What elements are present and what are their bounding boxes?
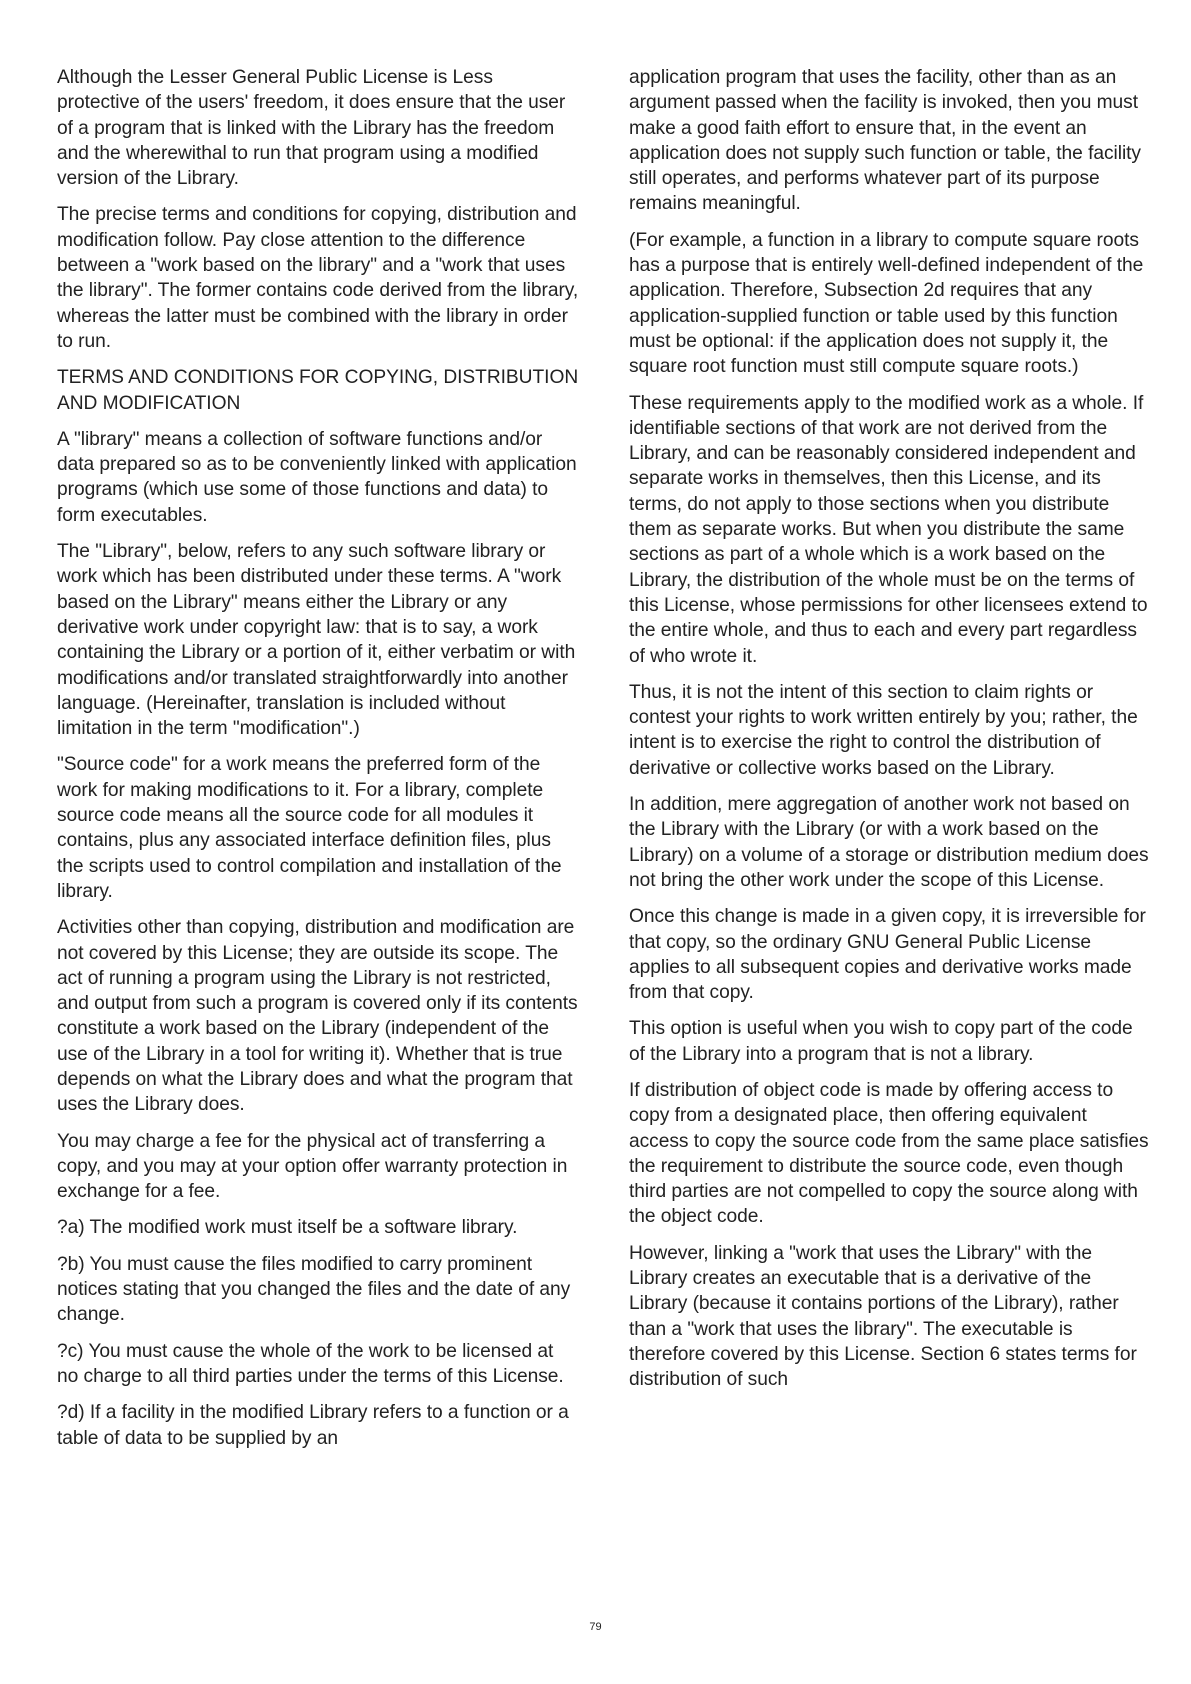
paragraph-aggregation: In addition, mere aggregation of another work not based on the Library with the Library (or with a work based on the Library) on a volume of a storage or distribution medium does not bring the other work under the scope of this License. xyxy=(629,794,1149,891)
clause-b: ?b) You must cause the files modified to carry prominent notices stating that you changed the files and the date of any change. xyxy=(57,1253,571,1326)
clause-c: ?c) You must cause the whole of the work to be licensed at no charge to all third parties under the terms of this License. xyxy=(57,1340,564,1387)
paragraph-charge-fee: You may charge a fee for the physical act of transferring a copy, and you may at your option offer warranty protection in exchange for a fee. xyxy=(57,1130,568,1203)
section-heading-terms-and-conditions: TERMS AND CONDITIONS FOR COPYING, DISTRIBUTION AND MODIFICATION xyxy=(57,367,579,414)
left-column xyxy=(57,65,579,1462)
paragraph-library-definition: A "library" means a collection of software functions and/or data prepared so as to be conveniently linked with application programs (which use some of those functions and data) to form executables. xyxy=(57,428,577,526)
clause-d: ?d) If a facility in the modified Library refers to a function or a table of data to be supplied by an xyxy=(57,1402,569,1449)
paragraph-precise-terms: The precise terms and conditions for copying, distribution and modification follow. Pay close attention to the difference between a "work based on the library" and a "work that uses the library". The former contains code derived from the library, whereas the latter must be combined with the library in order to run. xyxy=(57,204,579,352)
paragraph-application-program: application program that uses the facility, other than as an argument passed when the facility is invoked, then you must make a good faith effort to ensure that, in the event an application does not supply such function or table, the facility still operates, and performs whatever part of its purpose remains meaningful. xyxy=(629,67,1141,215)
clause-a: ?a) The modified work must itself be a software library. xyxy=(57,1217,518,1239)
paragraph-intent: Thus, it is not the intent of this section to claim rights or contest your rights to work written entirely by you; rather, the intent is to exercise the right to control the distribution of derivative or collective works based on the Library. xyxy=(629,681,1138,779)
paragraph-irreversible-change: Once this change is made in a given copy, it is irreversible for that copy, so the ordinary GNU General Public License applies to all subsequent copies and derivative works made from that copy. xyxy=(629,906,1146,1004)
paragraph-intro-lgpl: Although the Lesser General Public License is Less protective of the users' freedom, it does ensure that the user of a program that is linked with the Library has the freedom and the wherewithal to run that program using a modified version of the Library. xyxy=(57,67,566,190)
paragraph-square-root-example: (For example, a function in a library to compute square roots has a purpose that is entirely well-defined independent of the application. Therefore, Subsection 2d requires that any application-supplied function or table used by this function must be optional: if the application does not supply it, the square root function must still compute square roots.) xyxy=(629,229,1144,378)
paragraph-library-below: The "Library", below, refers to any such software library or work which has been distributed under these terms. A "work based on the Library" means either the Library or any derivative work under copyright law: that is to say, a work containing the Library or a portion of it, either verbatim or with modifications and/or translated straightforwardly into another language. (Hereinafter, translation is included without limitation in the term "modification".) xyxy=(57,541,576,740)
paragraph-requirements-apply: These requirements apply to the modified work as a whole. If identifiable sections of that work are not derived from the Library, and can be reasonably considered independent and separate works in themselves, then this License, and its terms, do not apply to those sections when you distribute them as separate works. But when you distribute the same sections as part of a whole which is a work based on the Library, the distribution of the whole must be on the terms of this License, whose permissions for other licensees extend to the entire whole, and thus to each and every part regardless of who wrote it. xyxy=(629,392,1148,667)
page-number: 79 xyxy=(589,1621,602,1633)
paragraph-linking-executable: However, linking a "work that uses the Library" with the Library creates an executable that is a derivative of the Library (because it contains portions of the Library), rather than a "work that uses the library". The executable is therefore covered by this License. Section 6 states terms for distribution of such xyxy=(629,1242,1137,1391)
paragraph-source-code: "Source code" for a work means the preferred form of the work for making modifications to it. For a library, complete source code means all the source code for all modules it contains, plus any associated interface definition files, plus the scripts used to control compilation and installation of the library. xyxy=(57,754,562,902)
right-column xyxy=(629,65,1151,1404)
paragraph-option-useful: This option is useful when you wish to copy part of the code of the Library into a program that is not a library. xyxy=(629,1018,1133,1065)
paragraph-activities: Activities other than copying, distribution and modification are not covered by this License; they are outside its scope. The act of running a program using the Library is not restricted, and output from such a program is covered only if its contents constitute a work based on the Library (independent of the use of the Library in a tool for writing it). Whether that is true depends on what the Library does and what the program that uses the Library does. xyxy=(57,917,578,1116)
paragraph-object-code-distribution: If distribution of object code is made by offering access to copy from a designated place, then offering equivalent access to copy the source code from the same place satisfies the requirement to distribute the source code, even though third parties are not compelled to copy the source along with the object code. xyxy=(629,1079,1149,1228)
